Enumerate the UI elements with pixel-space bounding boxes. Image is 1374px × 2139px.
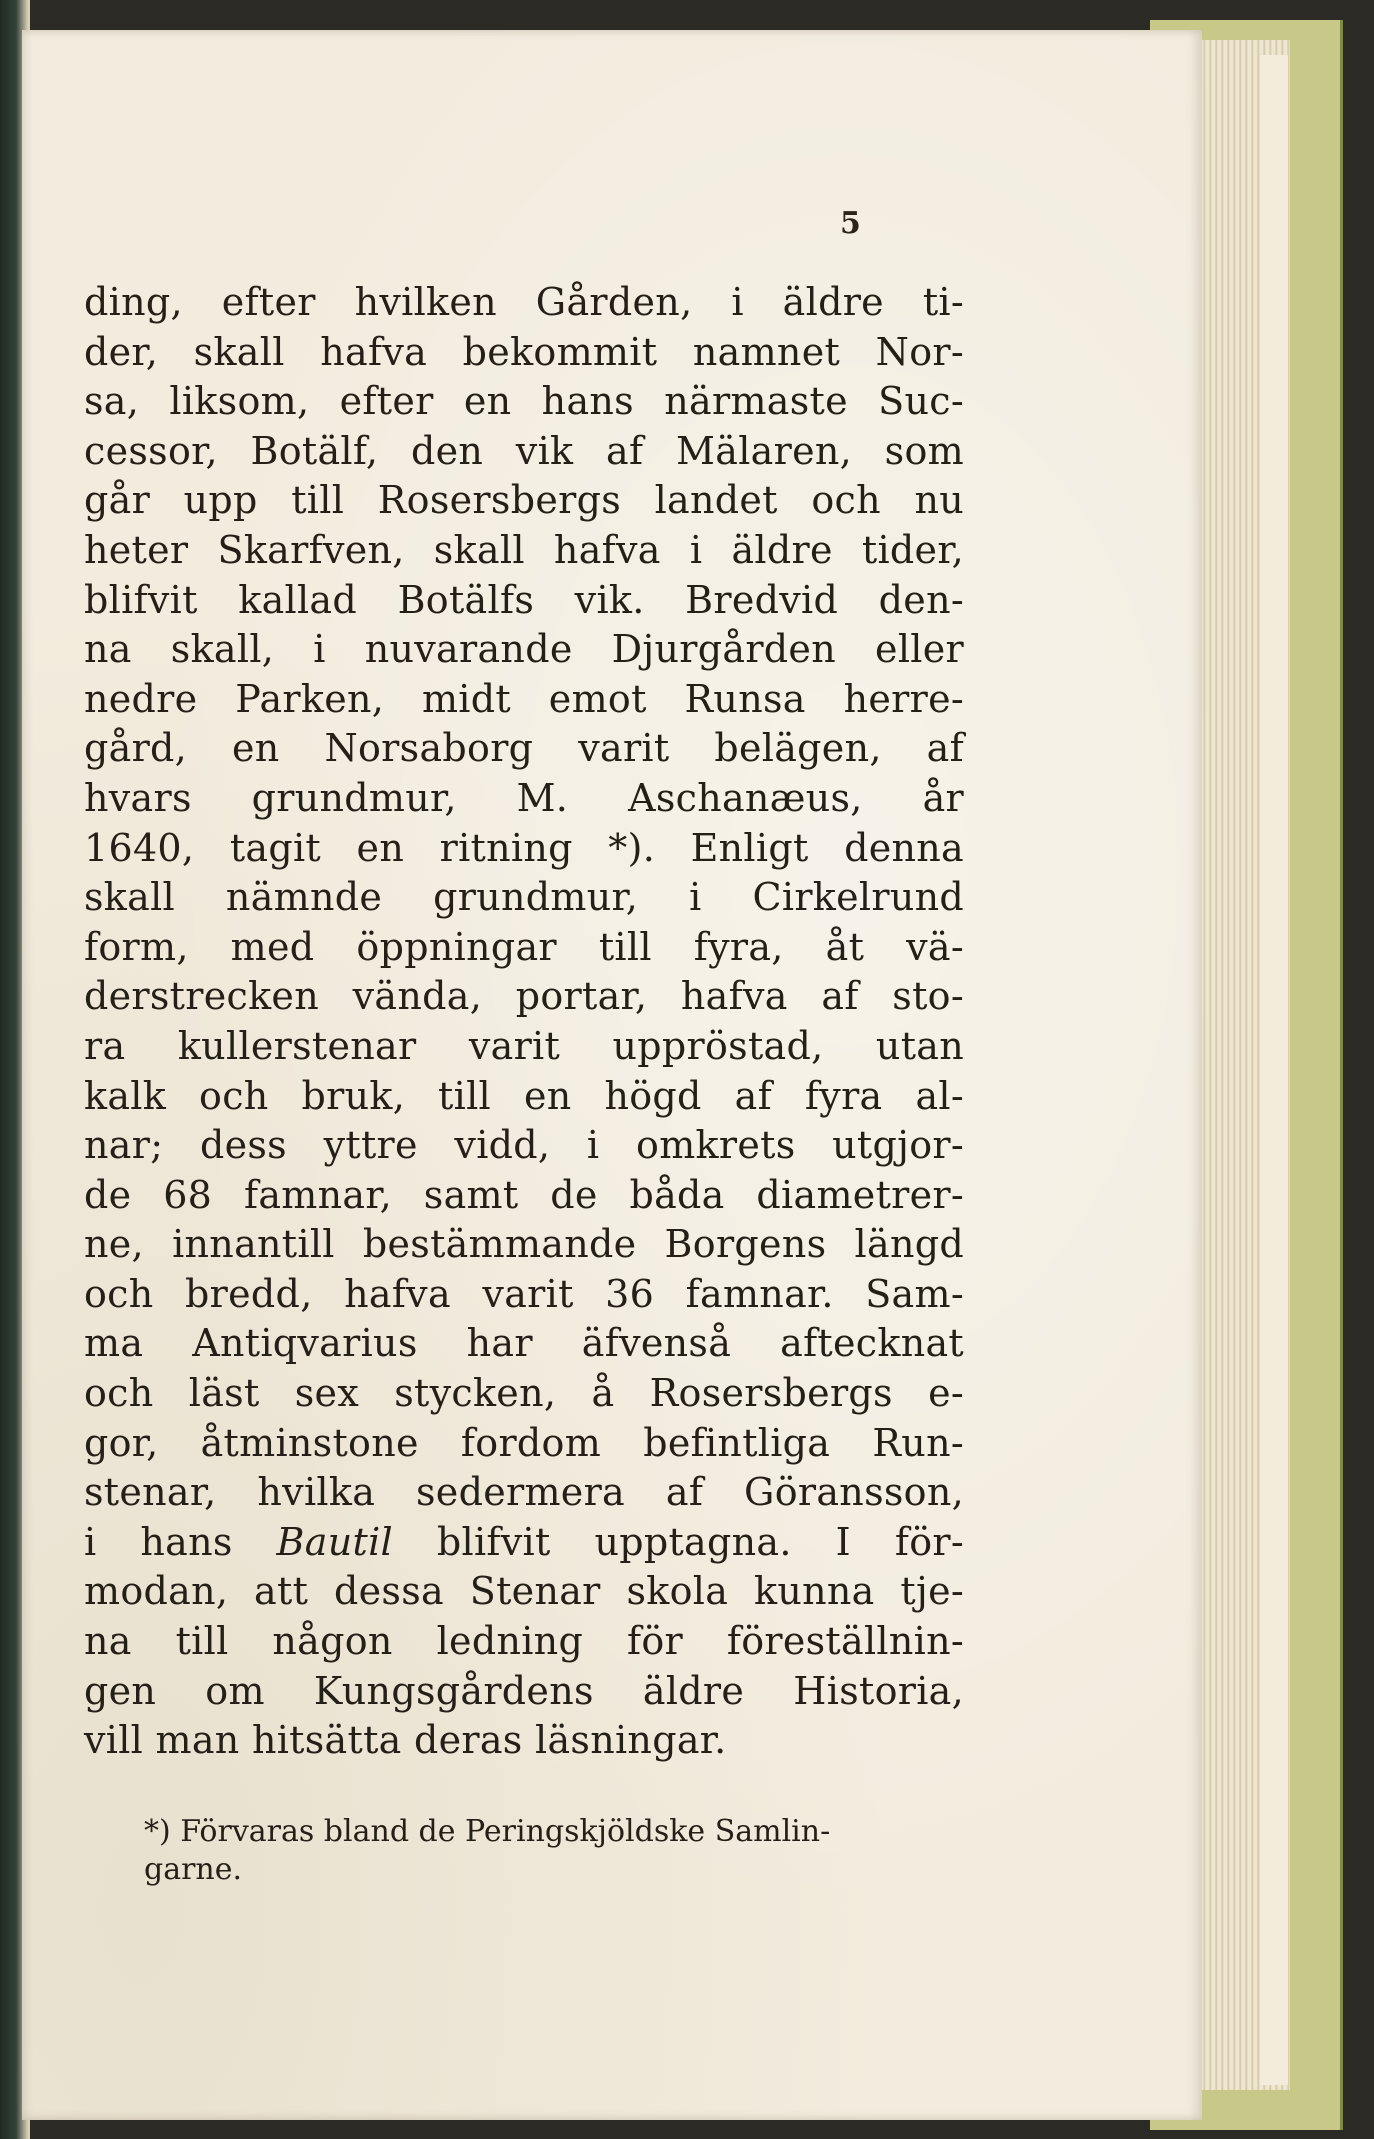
italic-title: Bautil [276,1519,393,1564]
text-line: hvars grundmur, M. Aschanæus, år [84,775,964,820]
body-text [84,278,964,1766]
text-line: modan, att dessa Stenar skola kunna tje- [84,1569,964,1614]
text-line: ma Antiqvarius har äfvenså aftecknat [84,1321,964,1366]
text-line: stenar, hvilka sedermera af Göransson, [84,1470,964,1515]
text-line: form, med öppningar till fyra, åt vä- [84,924,964,969]
text-line: gård, en Norsaborg varit belägen, af [84,726,964,771]
text-line: och bredd, hafva varit 36 famnar. Sam- [84,1271,964,1316]
text-line: ra kullerstenar varit uppröstad, utan [84,1023,964,1068]
text-line: ne, innantill bestämmande Borgens längd [84,1222,964,1267]
text-line: derstrecken vända, portar, hafva af sto- [84,974,964,1019]
text-line: och läst sex stycken, å Rosersbergs e- [84,1371,964,1416]
footnote-line: garne. [144,1852,243,1887]
text-line: gen om Kungsgårdens äldre Historia, [84,1668,964,1713]
text-line: gor, åtminstone fordom befintliga Run- [84,1420,964,1465]
footnote-line: *) Förvaras bland de Peringskjöldske Samlin- [144,1814,831,1849]
text-line: kalk och bruk, till en högd af fyra al- [84,1073,964,1118]
page-edge-strip [1260,55,1288,2085]
text-line: nar; dess yttre vidd, i omkrets utgjor- [84,1123,964,1168]
text-line: 1640, tagit en ritning *). Enligt denna [84,825,964,870]
text-line: cessor, Botälf, den vik af Mälaren, som [84,428,964,473]
text-line: de 68 famnar, samt de båda diametrer- [84,1172,964,1217]
text-line: vill man hitsätta deras läsningar. [84,1718,727,1763]
text-line: na skall, i nuvarande Djurgården eller [84,627,964,672]
text-line: skall nämnde grundmur, i Cirkelrund [84,875,964,920]
page-number: 5 [840,206,861,241]
text-line: na till någon ledning för föreställnin- [84,1619,964,1664]
book-page [22,30,1202,2120]
text-line: nedre Parken, midt emot Runsa herre- [84,676,964,721]
text-line: sa, liksom, efter en hans närmaste Suc- [84,379,964,424]
text-line: blifvit kallad Botälfs vik. Bredvid den- [84,577,964,622]
text-segment: i hans [84,1519,277,1564]
footnote [84,1813,964,1889]
text-segment: blifvit upptagna. I för- [392,1519,964,1564]
text-line: heter Skarfven, skall hafva i äldre tider, [84,527,964,572]
text-line: går upp till Rosersbergs landet och nu [84,478,964,523]
text-line: der, skall hafva bekommit namnet Nor- [84,329,964,374]
text-line-with-italic [84,1518,964,1568]
text-line: ding, efter hvilken Gården, i äldre ti- [84,280,964,324]
